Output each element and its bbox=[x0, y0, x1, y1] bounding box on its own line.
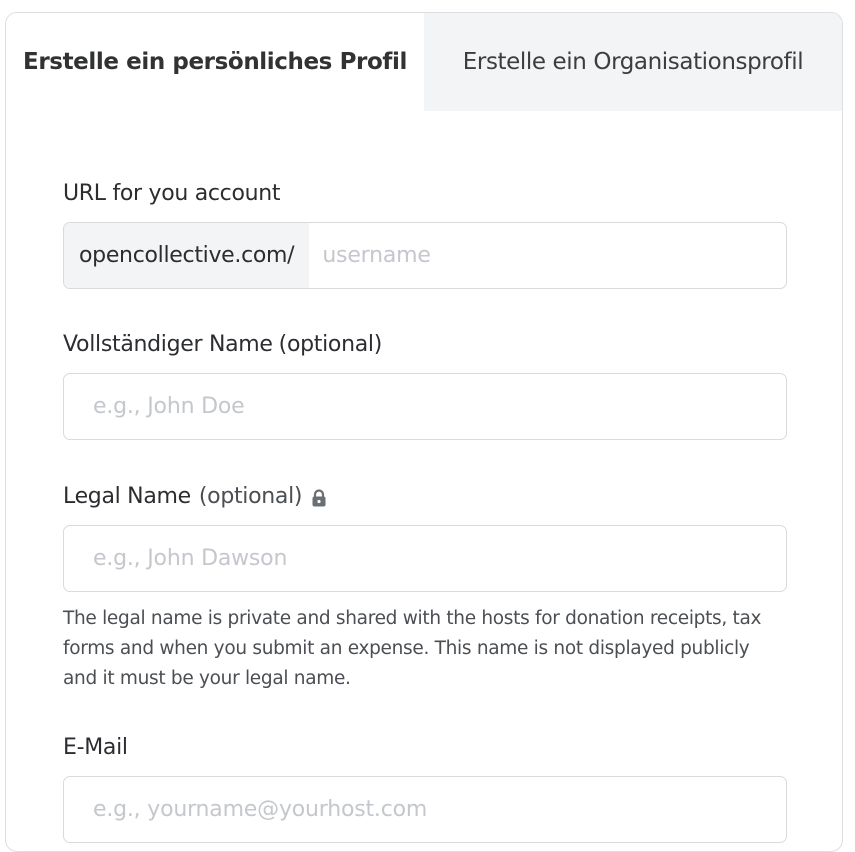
tab-organization-profile[interactable]: Erstelle ein Organisationsprofil bbox=[424, 13, 842, 111]
url-prefix: opencollective.com/ bbox=[64, 223, 309, 288]
signup-card bbox=[5, 12, 843, 852]
email-label: E-Mail bbox=[63, 735, 128, 760]
url-section bbox=[63, 181, 280, 206]
legal-name-input[interactable] bbox=[64, 526, 786, 591]
full-name-optional: (optional) bbox=[278, 332, 382, 357]
full-name-label bbox=[63, 332, 382, 357]
lock-icon bbox=[311, 488, 327, 506]
url-field bbox=[63, 222, 787, 289]
full-name-input[interactable] bbox=[64, 374, 786, 439]
email-field bbox=[63, 776, 787, 843]
legal-name-section bbox=[63, 484, 327, 509]
tab-personal-profile[interactable]: Erstelle ein persönliches Profil bbox=[6, 13, 424, 111]
full-name-field bbox=[63, 373, 787, 440]
legal-name-label-text: Legal Name bbox=[63, 484, 191, 509]
email-input[interactable] bbox=[64, 777, 786, 842]
legal-name-help-text: The legal name is private and shared with the hosts for donation receipts, tax forms and when you submit an expense. This name is not displayed publicly and it must be your legal name. bbox=[63, 608, 762, 689]
full-name-section bbox=[63, 332, 382, 357]
legal-name-field bbox=[63, 525, 787, 592]
legal-name-optional: (optional) bbox=[198, 484, 303, 509]
full-name-label-text: Vollständiger Name bbox=[63, 332, 273, 357]
email-section bbox=[63, 735, 128, 760]
url-label: URL for you account bbox=[63, 181, 281, 206]
profile-type-tabs bbox=[6, 13, 842, 111]
username-input[interactable] bbox=[309, 223, 786, 288]
legal-name-label bbox=[63, 484, 327, 509]
